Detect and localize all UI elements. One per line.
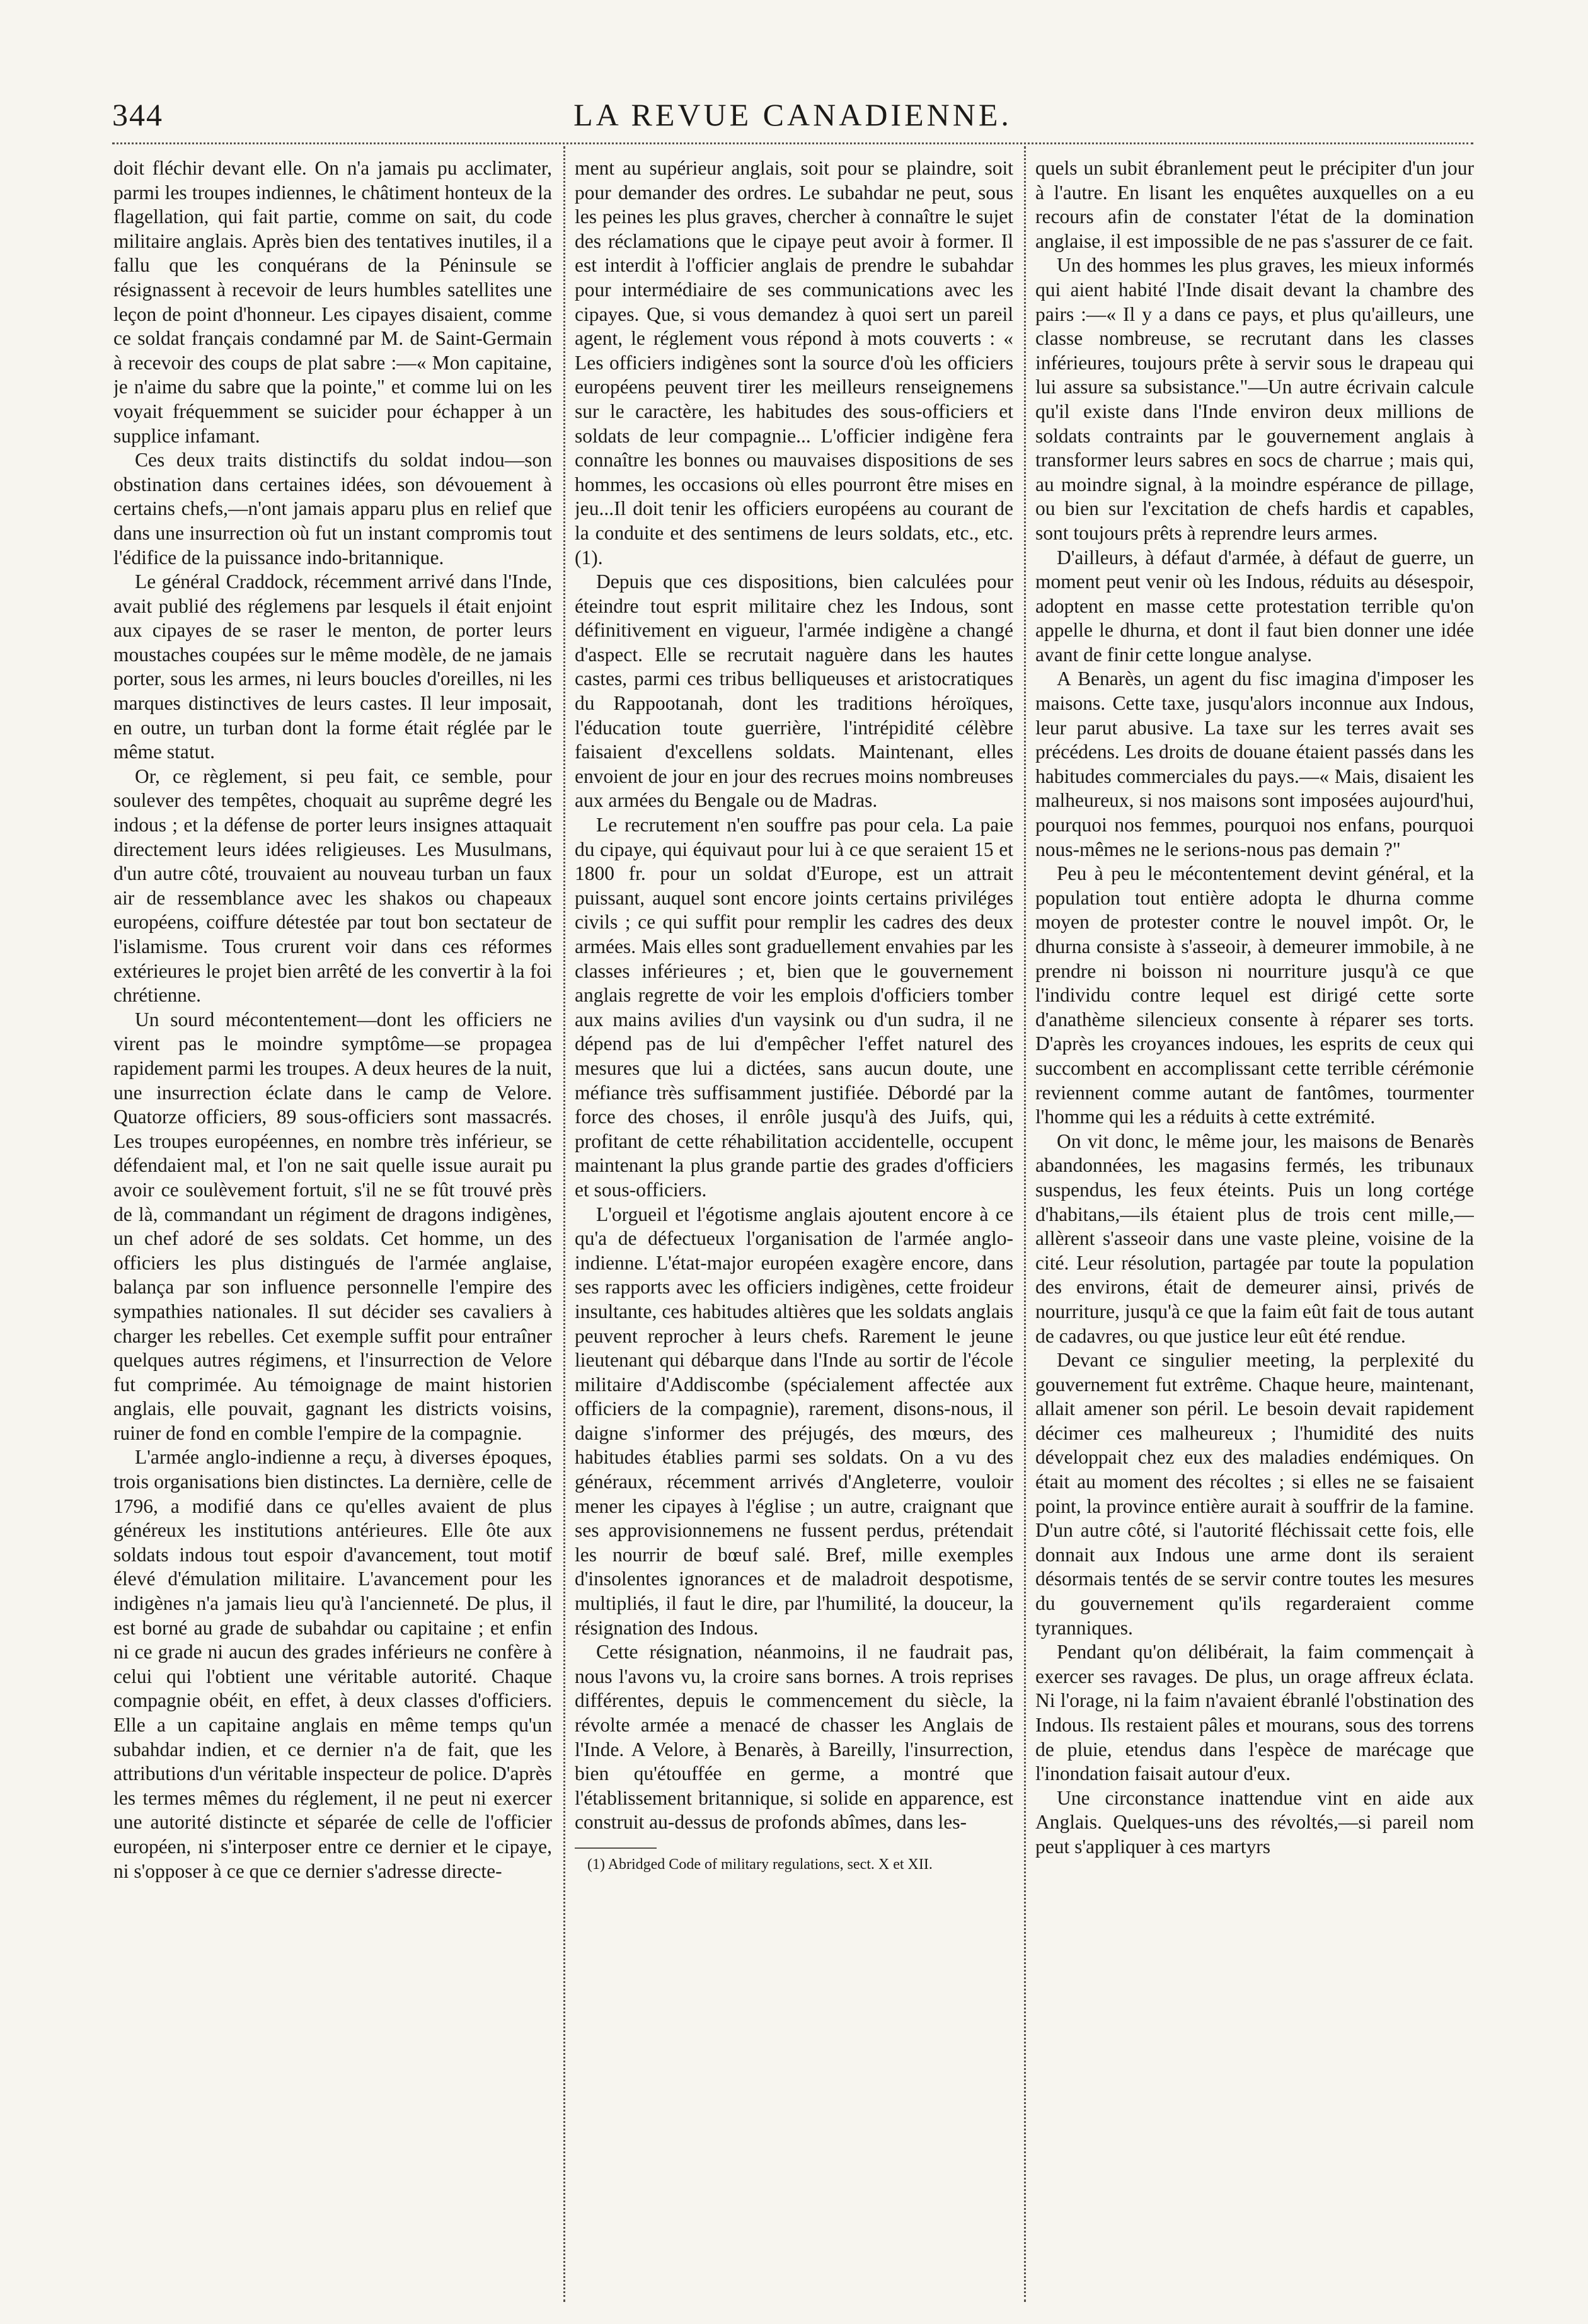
text-column-3: [1035, 156, 1474, 2249]
paragraph: Un des hommes les plus graves, les mieux informés qui aient habité l'Inde disait devant la chambre des pairs :—« Il y a dans ce pays, et plus qu'ailleurs, une classe nombreuse, se recrutant dans les classes inférieures, toujours prête à servir sous le drapeau qui lui assure sa subsistance."—Un autre écrivain calcule qu'il existe dans l'Inde environ deux millions de soldats contraints par le gouvernement anglais à transformer leurs sabres en socs de charrue ; mais qui, au moindre signal, à la moindre espérance de pillage, ou bien sur l'excitation de chefs hardis et capables, sont toujours prêts à reprendre leurs armes.: [1035, 254, 1474, 544]
paragraph: doit fléchir devant elle. On n'a jamais pu acclimater, parmi les troupes indiennes, le châtiment honteux de la flagellation, qui fait partie, comme on sait, du code militaire anglais. Après bien des tentatives inutiles, il a fallu que les conquérans de la Péninsule se résignassent à recevoir de leurs humbles satellites une leçon de point d'honneur. Les cipayes disaient, comme ce soldat français condamné par M. de Saint-Germain à recevoir des coups de plat sabre :—« Mon capitaine, je n'aime du sabre que la pointe," et comme lui on les voyait fréquemment se suicider pour échapper à un supplice infamant.: [113, 157, 552, 447]
paragraph: Devant ce singulier meeting, la perplexité du gouvernement fut extrême. Chaque heure, maintenant, allait amener son péril. Le besoin devait rapidement décimer ces malheureux ; l'humidité des nuits développait chez eux des maladies endémiques. On était au moment des récoltes ; si elles ne se faisaient point, la province entière aurait à souffrir de la famine. D'un autre côté, si l'autorité fléchissait cette fois, elle donnait aux Indous une arme dont ils seraient désormais tentés de se servir contre toutes les mesures du gouvernement qu'ils regarderaient comme tyranniques.: [1035, 1349, 1474, 1639]
column-divider: [1024, 146, 1026, 2302]
paragraph: Peu à peu le mécontentement devint général, et la population tout entière adopta le dhurna comme moyen de protester contre le nouvel impôt. Or, le dhurna consiste à s'asseoir, à demeurer immobile, à ne prendre ni boisson ni nourriture jusqu'à ce que l'individu contre lequel est dirigé cette sorte d'anathème silencieux consente à réparer ses torts. D'après les croyances indoues, les esprits de ceux qui succombent en accomplissant cette terrible cérémonie reviennent comme autant de fantômes, tourmenter l'homme qui les a réduits à cette extrémité.: [1035, 862, 1474, 1128]
column-divider: [563, 146, 565, 2302]
page-header: [112, 91, 1473, 148]
paragraph: quels un subit ébranlement peut le précipiter d'un jour à l'autre. En lisant les enquêtes auxquelles on a eu recours afin de constater l'état de la domination anglaise, il est impossible de ne pas s'assurer de ce fait.: [1035, 157, 1474, 252]
paragraph: Pendant qu'on délibérait, la faim commençait à exercer ses ravages. De plus, un orage affreux éclata. Ni l'orage, ni la faim n'avaient ébranlé l'obstination des Indous. Ils restaient pâles et mourans, sous des torrens de pluie, etendus dans l'espèce de marécage que l'inondation faisait autour d'eux.: [1035, 1641, 1474, 1785]
paragraph: Or, ce règlement, si peu fait, ce semble, pour soulever des tempêtes, choquait au suprême degré les indous ; et la défense de porter leurs insignes attaquait directement leurs idées religieuses. Les Musulmans, d'un autre côté, trouvaient au nouveau turban un faux air de ressemblance avec les shakos ou chapeaux européens, coiffure détestée par tout bon sectateur de l'islamisme. Tous crurent voir dans ces réformes extérieures le projet bien arrêté de les convertir à la foi chrétienne.: [113, 765, 552, 1007]
text-column-2: [575, 156, 1013, 2249]
paragraph: Cette résignation, néanmoins, il ne faudrait pas, nous l'avons vu, la croire sans bornes. A trois reprises différentes, depuis le commencement du siècle, la révolte armée a menacé de chasser les Anglais de l'Inde. A Velore, à Benarès, à Bareilly, l'insurrection, bien qu'étouffée en germe, a montré que l'établissement britannique, si solide en apparence, est construit au-dessus de profonds abîmes, dans les-: [575, 1641, 1013, 1834]
paragraph: Depuis que ces dispositions, bien calculées pour éteindre tout esprit militaire chez les Indous, sont définitivement en vigueur, l'armée indigène a changé d'aspect. Elle se recrutait naguère dans les hautes castes, parmi ces tribus belliqueuses et aristocratiques du Rappootanah, dont les traditions héroïques, l'éducation toute guerrière, l'intrépidité célèbre faisaient d'excellens soldats. Maintenant, elles envoient de jour en jour des recrues moins nombreuses aux armées du Bengale ou de Madras.: [575, 570, 1013, 812]
paragraph: A Benarès, un agent du fisc imagina d'imposer les maisons. Cette taxe, jusqu'alors inconnue aux Indous, leur parut abusive. La taxe sur les terres avait ses précédens. Les droits de douane étaient passés dans les habitudes commerciales du pays.—« Mais, disaient les malheureux, si nos maisons sont imposées aujourd'hui, pourquoi nos femmes, pourquoi nos enfans, pourquoi nous-mêmes ne le serions-nous pas demain ?": [1035, 668, 1474, 860]
paragraph: ment au supérieur anglais, soit pour se plaindre, soit pour demander des ordres. Le subahdar ne peut, sous les peines les plus graves, chercher à connaître le sujet des réclamations que le cipaye peut avoir à former. Il est interdit à l'officier anglais de prendre le subahdar pour intermédiaire de ses communications avec les cipayes. Que, si vous demandez à quoi sert un pareil agent, le réglement vous répond à mots couverts : « Les officiers indigènes sont la source d'où les officiers européens peuvent tirer les meilleurs renseignemens sur le caractère, les habitudes des sous-officiers et soldats de leur compagnie... L'officier indigène fera connaître les bonnes ou mauvaises dispositions de ses hommes, les occasions où elles pourront être mises en jeu...Il doit tenir les officiers européens au courant de la conduite et des sentimens de leurs soldats, etc., etc. (1).: [575, 157, 1013, 569]
paragraph: Le recrutement n'en souffre pas pour cela. La paie du cipaye, qui équivaut pour lui à ce que seraient 15 et 1800 fr. pour un soldat d'Europe, est un attrait puissant, auquel sont encore joints certains priviléges civils ; ce qui suffit pour remplir les cadres des deux armées. Mais elles sont graduellement envahies par les classes inférieures ; et, bien que le gouvernement anglais regrette de voir les emplois d'officiers tomber aux mains avilies d'un vaysink ou d'un sudra, il ne dépend pas de lui d'empêcher l'effet naturel des mesures que lui a dictées, sans aucun doute, une méfiance très suffisamment justifiée. Débordé par la force des choses, il enrôle jusqu'à des Juifs, qui, profitant de cette réhabilitation accidentelle, occupent maintenant la plus grande partie des grades d'officiers et sous-officiers.: [575, 814, 1013, 1201]
footnote-rule: [575, 1847, 657, 1849]
paragraph: On vit donc, le même jour, les maisons de Benarès abandonnées, les magasins fermés, les tribunaux suspendus, les feux éteints. Puis un long cortége d'habitans,—ils étaient plus de trois cent mille,—allèrent s'asseoir dans une vaste pleine, voisine de la cité. Leur résolution, partagée par toute la population des environs, était de demeurer ainsi, privés de nourriture, jusqu'à ce que la faim eût fait de tous autant de cadavres, ou que justice leur eût été rendue.: [1035, 1130, 1474, 1347]
paragraph: Un sourd mécontentement—dont les officiers ne virent pas le moindre symptôme—se propagea rapidement parmi les troupes. A deux heures de la nuit, une insurrection éclate dans le camp de Velore. Quatorze officiers, 89 sous-officiers sont massacrés. Les troupes européennes, en nombre très inférieur, se défendaient mal, et l'on ne sait quelle issue aurait pu avoir ce soulèvement fortuit, s'il ne se fût trouvé près de là, commandant un régiment de dragons indigènes, un chef adoré de ses soldats. Cet homme, un des officiers les plus distingués de l'armée anglaise, balança par son influence personnelle l'empire des sympathies nationales. Il sut décider ses cavaliers à charger les rebelles. Cet exemple suffit pour entraîner quelques autres régimens, et l'insurrection de Velore fut comprimée. Au témoignage de maint historien anglais, elle pouvait, gagnant les districts voisins, ruiner de fond en comble l'empire de la compagnie.: [113, 1008, 552, 1444]
paragraph: D'ailleurs, à défaut d'armée, à défaut de guerre, un moment peut venir où les Indous, réduits au désespoir, adoptent en masse cette protestation terrible qu'on appelle le dhurna, et dont il faut bien donner une idée avant de finir cette longue analyse.: [1035, 546, 1474, 666]
paragraph: L'armée anglo-indienne a reçu, à diverses époques, trois organisations bien distinctes. La dernière, celle de 1796, a modifié dans ce qu'elles avaient de plus généreux les institutions antérieures. Elle ôte aux soldats indous tout espoir d'avancement, tout motif élevé d'émulation militaire. L'avancement pour les indigènes n'a jamais lieu qu'à l'ancienneté. De plus, il est borné au grade de subahdar ou capitaine ; et enfin ni ce grade ni aucun des grades inférieurs ne confère à celui qui l'obtient une véritable autorité. Chaque compagnie obéit, en effet, à deux classes d'officiers. Elle a un capitaine anglais en même temps qu'un subahdar indien, et ce dernier n'a de fait, que les attributions d'un véritable inspecteur de police. D'après les termes mêmes du réglement, il ne peut ni exercer une autorité distincte et séparée de celle de l'officier européen, ni s'interposer entre ce dernier et le cipaye, ni s'opposer à ce que ce dernier s'adresse directe-: [113, 1446, 552, 1882]
paragraph: L'orgueil et l'égotisme anglais ajoutent encore à ce qu'a de défectueux l'organisation de l'armée anglo-indienne. L'état-major européen exagère encore, dans ses rapports avec les officiers indigènes, cette froideur insultante, ces habitudes altières que les soldats anglais peuvent reprocher à leurs chefs. Rarement le jeune lieutenant qui débarque dans l'Inde au sortir de l'école militaire d'Addiscombe (spécialement affectée aux officiers de la compagnie), rarement, disons-nous, il daigne s'informer des préjugés, des mœurs, des habitudes établies parmi ses soldats. On a vu des généraux, récemment arrivés d'Angleterre, vouloir mener les cipayes à l'église ; un autre, craignant que ses approvisionnemens ne fussent perdus, prétendait les nourrir de bœuf salé. Bref, mille exemples d'insolentes ignorances et de maladroit despotisme, multipliés, il faut le dire, par l'humilité, la douceur, la résignation des Indous.: [575, 1203, 1013, 1639]
text-column-1: [113, 156, 552, 2249]
paragraph: Le général Craddock, récemment arrivé dans l'Inde, avait publié des réglemens par lesquels il était enjoint aux cipayes de se raser le menton, de porter leurs moustaches coupées sur le même modèle, de ne jamais porter, sous les armes, ni leurs boucles d'oreilles, ni les marques distinctives de leurs castes. Il leur imposait, en outre, un turban dont la forme était réglée par le même statut.: [113, 570, 552, 763]
header-rule: [112, 142, 1473, 144]
paragraph: Une circonstance inattendue vint en aide aux Anglais. Quelques-uns des révoltés,—si pareil nom peut s'appliquer à ces martyrs: [1035, 1786, 1474, 1858]
paragraph: Ces deux traits distinctifs du soldat indou—son obstination dans certaines idées, son dévouement à certains chefs,—n'ont jamais apparu plus en relief que dans une insurrection où fut un instant compromis tout l'édifice de la puissance indo-britannique.: [113, 449, 552, 569]
footnote: (1) Abridged Code of military regulations, sect. X et XII.: [587, 1856, 933, 1873]
page-number: 344: [112, 97, 163, 132]
journal-title: LA REVUE CANADIENNE.: [573, 97, 1012, 132]
